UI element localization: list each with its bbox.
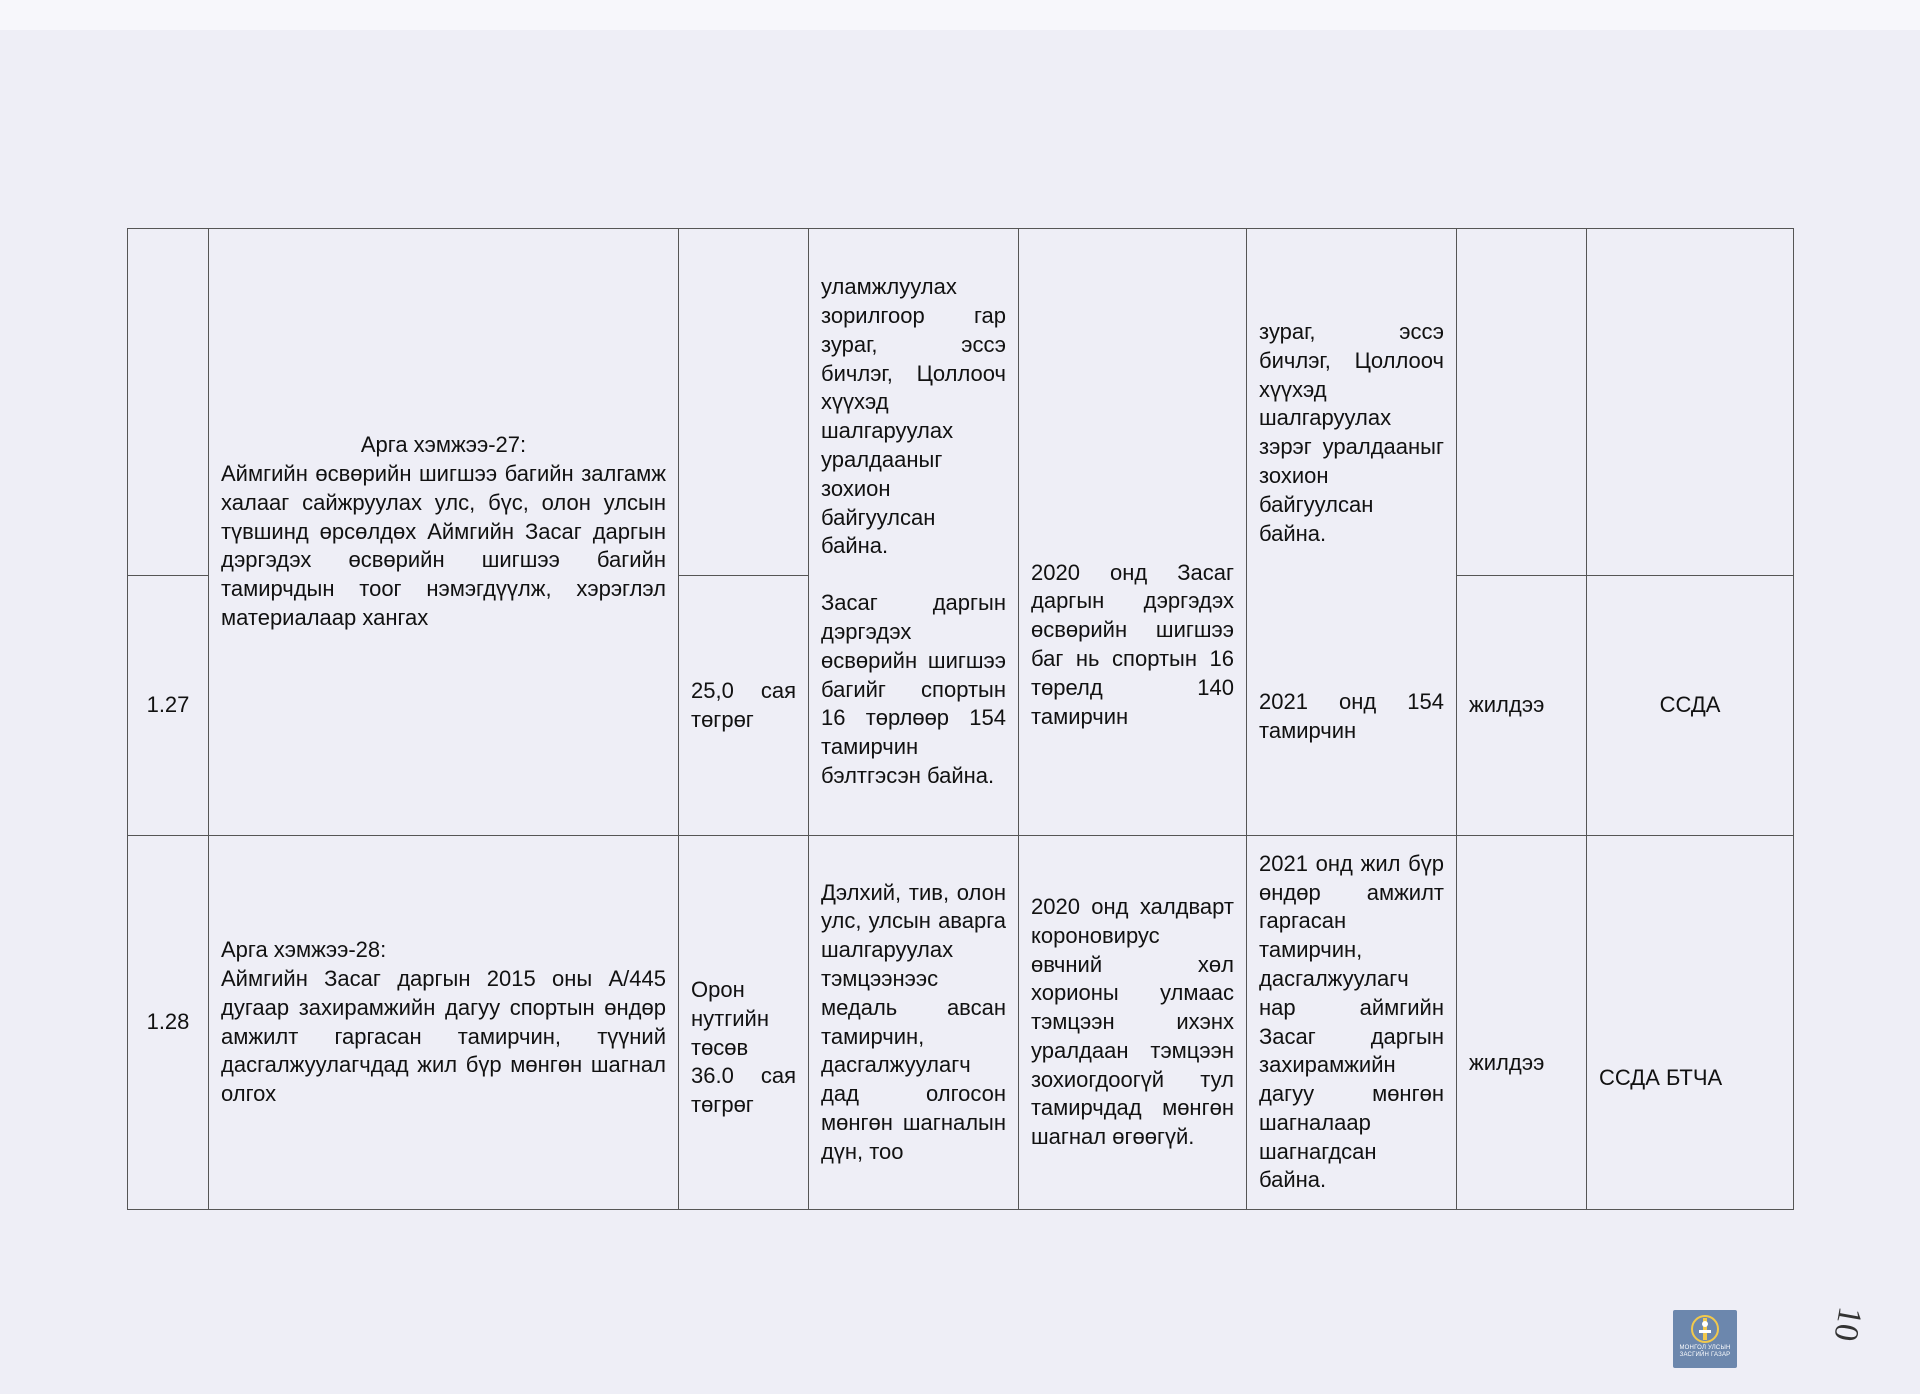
period-cell: жилдээ: [1457, 836, 1587, 1210]
action-plan-table: [127, 228, 1794, 1210]
measure-text: Аймгийн өсвөрийн шигшээ багийн залгамж халааг сайжруулах улс, бүс, олон улсын түвшинд өрсөлдөх Аймгийн Засаг даргын дэргэдэх өсвөрийн шигшээ багийн тамирчдын тоог нэмэгдүүлж, хэрэглэл материалаар хангах: [221, 461, 666, 630]
target-text-continued: зураг, эссэ бичлэг, Цоллооч хүүхэд шалгаруулах зэрэг уралдааныг зохион байгуулсан байна.: [1259, 319, 1444, 546]
budget-cell: 25,0 сая төгрөг: [679, 576, 809, 836]
baseline-cell: 2020 онд халдварт короновирус өвчний хөл хорионы улмаас тэмцээн ихэнх уралдаан тэмцээн зохиогдоогүй тул тамирчдад мөнгөн шагнал өгөөгүй.: [1019, 836, 1247, 1210]
result-cell: [809, 229, 1019, 836]
period-cell: [1457, 229, 1587, 576]
seal-text-line1: МОНГОЛ УЛСЫН: [1679, 1345, 1731, 1351]
result-text: Засаг даргын дэргэдэх өсвөрийн шигшээ багийг спортын 16 төрлөөр 154 тамирчин бэлтгэсэн байна.: [821, 590, 1006, 788]
page-number: 10: [1826, 1304, 1869, 1345]
measure-text: Аймгийн Засаг даргын 2015 оны А/445 дугаар захирамжийн дагуу спортын өндөр амжилт гаргасан тамирчин, түүний дасгалжуулагчдад жил бүр мөнгөн шагнал олгох: [221, 965, 666, 1107]
line-gap: [821, 561, 1006, 589]
row-number: 1.28: [128, 836, 209, 1210]
table-row: [128, 836, 1794, 1210]
baseline-text: 2020 онд Засаг даргын дэргэдэх өсвөрийн шигшээ баг нь спортын 16 төрелд 140 тамирчин: [1031, 559, 1234, 729]
target-cell: [1247, 229, 1457, 836]
measure-title: Арга хэмжээ-27:: [360, 432, 527, 458]
government-seal: [1673, 1310, 1737, 1368]
row-number: 1.27: [128, 576, 209, 836]
seal-text-line2: ЗАСГИЙН ГАЗАР: [1679, 1352, 1731, 1358]
measure-cell: [209, 229, 679, 836]
period-cell: жилдээ: [1457, 576, 1587, 836]
responsible-cell: ССДА: [1587, 576, 1794, 836]
baseline-cell: [1019, 229, 1247, 836]
row-number: [128, 229, 209, 576]
responsible-cell: [1587, 229, 1794, 576]
target-text: 2021 онд 154 тамирчин: [1259, 689, 1444, 744]
budget-cell: Орон нутгийн төсөв 36.0 сая төгрөг: [679, 836, 809, 1210]
result-text-continued: уламжлуулах зорилгоор гар зураг, эссэ бичлэг, Цоллооч хүүхэд шалгаруулах уралдааныг зохион байгуулсан байна.: [821, 274, 1006, 559]
page-top-strip: [0, 0, 1920, 30]
line-gap: [1259, 548, 1444, 688]
measure-cell: [209, 836, 679, 1210]
budget-cell: [679, 229, 809, 576]
result-cell: Дэлхий, тив, олон улс, улсын аварга шалгаруулах тэмцээнээс медаль авсан тамирчин, дасгалжуулагч дад олгосон мөнгөн шагналын дүн, тоо: [809, 836, 1019, 1210]
table-row: [128, 229, 1794, 576]
soyombo-emblem-icon: [1690, 1313, 1720, 1345]
measure-title: Арга хэмжээ-28:: [221, 937, 387, 963]
responsible-cell: ССДА БТЧА: [1587, 836, 1794, 1210]
target-cell: 2021 онд жил бүр өндөр амжилт гаргасан тамирчин, дасгалжуулагч нар аймгийн Засаг даргын захирамжийн дагуу мөнгөн шагналаар шагнагдсан байна.: [1247, 836, 1457, 1210]
